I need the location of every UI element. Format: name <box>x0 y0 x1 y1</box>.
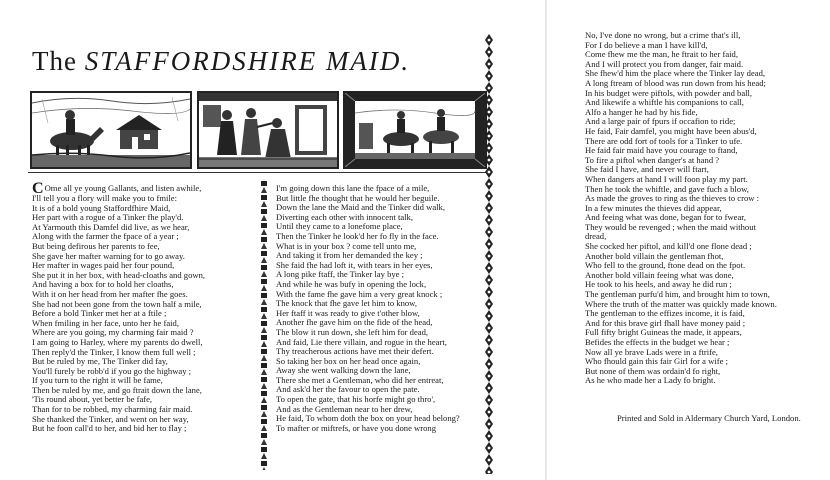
verse-line: Down the lane the Maid and the Tinker did walk, <box>276 202 445 213</box>
woodcut-meeting <box>197 91 339 169</box>
verse-line: And feeing what was done, began for to fwear, <box>585 212 746 223</box>
verse-line: With it on her head from her mafter fhe goes. <box>32 288 188 299</box>
verse-line: To open the gate, that his horfe might go thro', <box>276 394 436 405</box>
verse-line: And ask'd her the favour to open the pate. <box>276 384 420 395</box>
verse-line: So taking her box on her head once again, <box>276 355 421 366</box>
verse-line: But he foon call'd to her, and bid her to flay ; <box>32 423 187 434</box>
verse-line: And likewife a whiftle his companions to call, <box>585 97 744 108</box>
verse-line: The gentleman purfu'd him, and brought him to town, <box>585 289 770 300</box>
verse-line: Who fell to the ground, ftone dead on the fpot. <box>585 260 746 271</box>
verse-line: There are odd fort of tools for a Tinker to ufe. <box>585 135 743 146</box>
ballad-title <box>32 46 487 77</box>
verse-line: The blow it run down, she left him for dead, <box>276 326 429 337</box>
verse-line: Where the truth of the matter was quickly made known. <box>585 298 777 309</box>
verse-line: dread, <box>585 231 607 242</box>
verse-column-3 <box>585 31 777 386</box>
verse-line: COme all ye young Gallants, and listen awhile, <box>32 180 202 197</box>
verse-line: Than for to be robbed, my charming fair maid. <box>32 404 193 415</box>
verse-line: The knock that fhe gave let him to know, <box>276 298 417 309</box>
verse-line: Until they came to a lonefome place, <box>276 221 403 232</box>
title-article: The <box>32 46 77 76</box>
verse-line: There she met a Gentleman, who did her entreat, <box>276 374 444 385</box>
verse-line: Her ftaff it was ready to give t'other blow, <box>276 307 420 318</box>
verse-line: The gentleman to the effizes income, it is faid, <box>585 308 745 319</box>
verse-column-1 <box>32 180 206 434</box>
title-rule <box>28 172 486 173</box>
verse-line: Befides the effects in the budget we hear ; <box>585 337 730 347</box>
verse-line: For I do believe a man I have kill'd, <box>585 39 708 50</box>
verse-line: A long ftream of blood was run down from his head; <box>585 77 766 88</box>
verse-line: When dangers at hand I will foon play my part. <box>585 173 748 184</box>
verse-line: Then the Tinker he look'd her fo fly in the face. <box>276 230 439 241</box>
verse-line: Thy treacherous actions have met their defert. <box>276 346 434 357</box>
verse-line: To mafter or miftrefs, or have you done wrong <box>276 422 437 433</box>
verse-line: He faid, To whom doth the box on your head belong? <box>276 413 460 424</box>
verse-line: He faid, Fair damfel, you might have been abus'd, <box>585 125 757 136</box>
verse-line: And while he was bufy in opening the lock, <box>276 278 427 289</box>
verse-line: If you turn to the right it will be fame, <box>32 375 163 386</box>
verse-line: Along with the farmer the fpace of a year ; <box>32 231 179 242</box>
verse-line: But being defirous her parents to fee, <box>32 240 160 251</box>
verse-line: It is of a bold young Staffordfhire Maid, <box>32 202 171 213</box>
verse-line: You'll furely be robb'd if you go the highway ; <box>32 365 192 376</box>
verse-line: Then he took the whiftle, and gave fuch a blow, <box>585 183 749 194</box>
printer-imprint: Printed and Sold in Aldermary Church Yard, London. <box>617 413 801 423</box>
verse-line: She faid fhe had loft it, with tears in her eyes, <box>276 259 433 270</box>
verse-line: With the fame fhe gave him a very great knock ; <box>276 288 443 299</box>
verse-line: I am going to Harley, where my parents do dwell, <box>32 336 203 347</box>
verse-line: As made the groves to ring as the thieves to crow : <box>585 193 759 204</box>
verse-line: Away she went walking down the lane, <box>276 365 411 376</box>
verse-line: But little fhe thought that he would her beguile. <box>276 192 440 203</box>
verse-line: Come fhew me the man, he ftrait to her faid, <box>585 49 738 60</box>
verse-line: In a few minutes the thieves did appear, <box>585 202 722 213</box>
verse-line: And faid, Lie there villain, and rogue in the heart, <box>276 336 447 347</box>
verse-column-2 <box>276 184 460 433</box>
verse-line: She thanked the Tinker, and went on her way, <box>32 413 189 424</box>
ornamental-border <box>484 34 494 474</box>
woodcut-rider <box>30 91 192 169</box>
verse-line: Another bold villain feeing what was done, <box>585 269 734 280</box>
verse-line: She fhew'd him the place where the Tinker lay dead, <box>585 68 766 79</box>
verse-line: Then reply'd the Tinker, I know them full well ; <box>32 346 196 357</box>
verse-line: 'Tis round about, yet better be fafe, <box>32 394 153 405</box>
verse-line: I'm going down this lane the fpace of a mile, <box>276 183 430 193</box>
verse-line: Another bold villain the gentleman fhot, <box>585 250 724 261</box>
page-fold <box>545 0 547 480</box>
verse-line: And taking it from her demanded the key ; <box>276 250 423 261</box>
verse-line: Her part with a rogue of a Tinker fhe play'd. <box>32 212 184 223</box>
verse-line: She gave her mafter warning for to go away. <box>32 250 185 261</box>
verse-line: But none of them was ordain'd fo right, <box>585 365 721 376</box>
verse-line: Who fhould gain this fair Girl for a wife ; <box>585 356 728 367</box>
verse-line: Where are you going, my charming fair maid ? <box>32 327 194 338</box>
woodcut-riders <box>343 91 487 169</box>
verse-line: And having a box for to hold her cloaths, <box>32 279 174 290</box>
verse-line: And as the Gentleman near to her drew, <box>276 403 413 414</box>
verse-line: She had not been gone from the town half a mile, <box>32 298 202 309</box>
verse-line: But be ruled by me, The Tinker did fay, <box>32 356 168 367</box>
verse-line: She put it in her box, with head-cloaths and gown, <box>32 269 206 280</box>
verse-line: As he who made her a Lady fo bright. <box>585 375 716 386</box>
verse-line: I'll tell you a flory will make you to fmile: <box>32 193 177 203</box>
verse-line: Alfo a hanger he had by his fide, <box>585 106 698 117</box>
verse-line: What is in your box ? come tell unto me, <box>276 240 417 251</box>
drop-cap: C <box>32 180 44 197</box>
verse-line: She cocked her piftol, and kill'd one flone dead ; <box>585 241 752 252</box>
verse-line: Her mafter in wages paid her four pound, <box>32 260 175 271</box>
verse-line: A long pike ftaff, the Tinker lay bye ; <box>276 269 405 280</box>
verse-line: Diverting each other with innocent talk, <box>276 211 413 222</box>
verse-line: No, I've done no wrong, but a crime that's ill, <box>585 30 741 40</box>
verse-line: She faid I have, and never will ftart, <box>585 164 709 175</box>
verse-line: To fire a piftol when danger's at hand ? <box>585 154 720 165</box>
verse-line: And I will protect you from danger, fair maid. <box>585 58 744 69</box>
verse-line: Then be ruled by me, and go ftrait down the lane, <box>32 384 202 395</box>
verse-line: In his budget were piftols, with powder and ball, <box>585 87 753 98</box>
verse-line: Now all ye brave Lads were in a ftrife, <box>585 346 718 357</box>
verse-line: Full fifty bright Guineas the made, it appears, <box>585 327 742 338</box>
verse-line: He took to his heels, and away he did run ; <box>585 279 732 290</box>
verse-line: At Yarmouth this Damfel did live, as we hear, <box>32 221 190 232</box>
verse-line: Another fhe gave him on the fide of the head, <box>276 317 433 328</box>
title-name: STAFFORDSHIRE MAID. <box>84 46 411 76</box>
verse-line: He faid fair maid have you courage to ftand, <box>585 145 738 156</box>
verse-line: And a large pair of fpurs if occafion to ride; <box>585 116 736 127</box>
verse-line: And for this brave girl fhall have money paid ; <box>585 317 746 328</box>
verse-line: They would be revenged ; when the maid without <box>585 221 756 232</box>
verse-line: Before a bold Tinker met her at a ftile ; <box>32 308 167 319</box>
verse-line: When fmiling in her face, unto her he faid, <box>32 317 179 328</box>
column-divider-ornament <box>259 180 269 470</box>
